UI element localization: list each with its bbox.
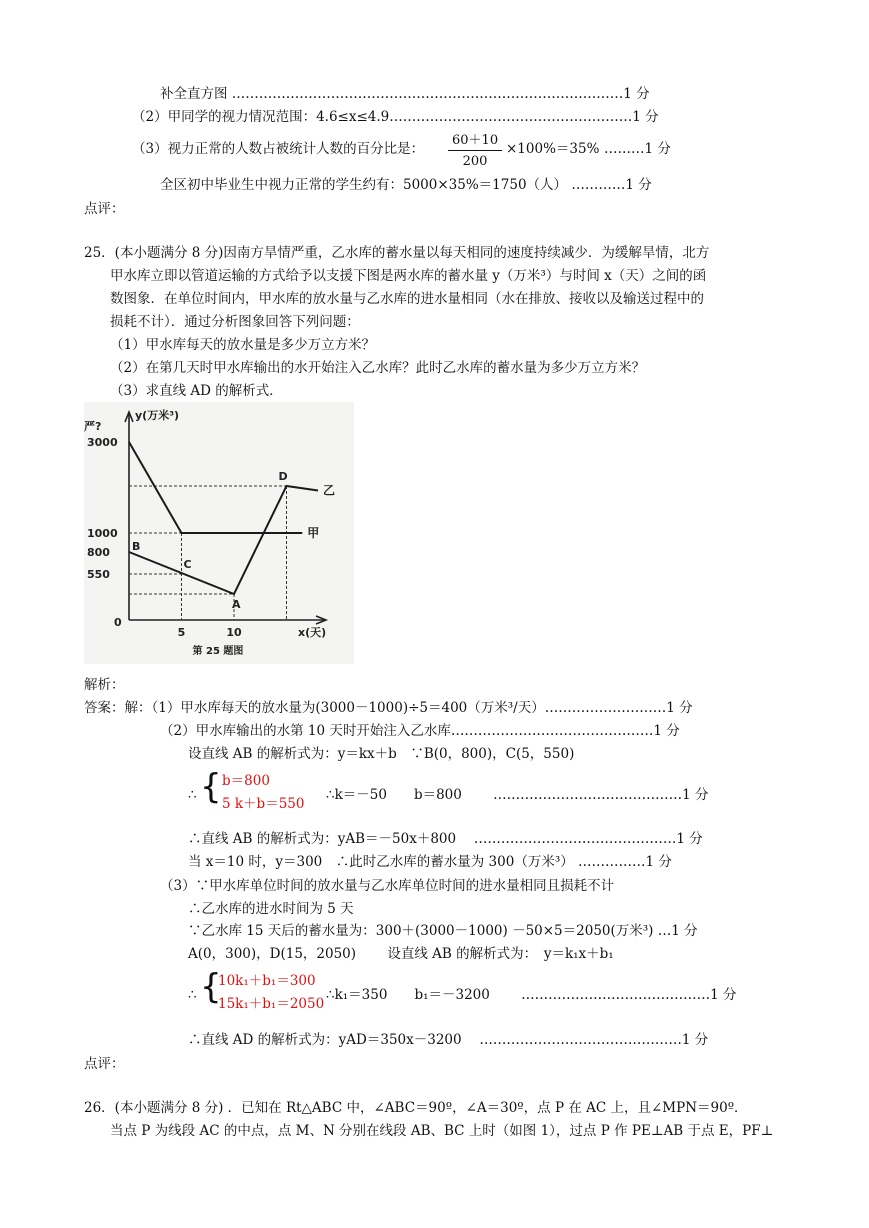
therefore-2: ∴ bbox=[188, 987, 197, 1003]
answer-2-setup: 设直线 AB 的解析式为：y＝kx＋b ∵B(0，800)，C(5，550) bbox=[188, 746, 575, 762]
analysis-label: 解析： bbox=[84, 677, 125, 693]
percent-fraction bbox=[448, 129, 502, 169]
question-3: （3）求直线 AD 的解析式． bbox=[110, 383, 283, 399]
point-label-c: C bbox=[183, 558, 192, 571]
question-1: （1）甲水库每天的放水量是多少万立方米？ bbox=[110, 337, 376, 353]
answer-3: （3）∵甲水库单位时间的放水量与乙水库单位时间的进水量相同且损耗不计 bbox=[160, 878, 615, 894]
chart-caption: 第 25 题图 bbox=[192, 646, 244, 657]
point-label-a: A bbox=[232, 598, 241, 611]
y-axis-label: y(万米³) bbox=[135, 409, 180, 422]
comment-label: 点评： bbox=[84, 201, 125, 217]
corner-text: 严? bbox=[84, 420, 102, 433]
problem-25-line-2: 甲水库立即以管道运输的方式给予以支援下图是两水库的蓄水量 y（万米³）与时间 x（天）之间的函 bbox=[110, 268, 707, 284]
comment-label-2: 点评： bbox=[84, 1056, 125, 1072]
y-tick-550: 550 bbox=[87, 568, 110, 581]
system-2-eq-1: 10k₁＋b₁＝300 bbox=[218, 973, 316, 989]
problem-25-line-3: 数图象．在单位时间内，甲水库的放水量与乙水库的进水量相同（水在排放、接收以及输送过程中的 bbox=[110, 291, 704, 307]
point-label-b: B bbox=[132, 540, 141, 553]
brace-2: { bbox=[200, 967, 222, 1007]
point-label-d: D bbox=[278, 470, 288, 483]
series-label-2: 乙 bbox=[323, 483, 336, 498]
answer-3-volume: ∵乙水库 15 天后的蓄水量为：300＋(3000－1000) －50×5＝2050(万米³) …1 分 bbox=[188, 923, 698, 939]
system-1-eq-2: 5 k＋b＝550 bbox=[222, 796, 305, 812]
score-dots: ………1 分 bbox=[604, 141, 671, 157]
x-axis-label: x(天) bbox=[298, 626, 327, 639]
ab-equation: ∴直线 AB 的解析式为：yAB＝－50x＋800 ………………………………………1 分 bbox=[188, 831, 703, 847]
water-reservoir-chart bbox=[84, 402, 354, 664]
y-tick-1000: 1000 bbox=[87, 527, 118, 540]
series-label-1: 甲 bbox=[307, 526, 320, 540]
histogram-line: 补全直方图 ……………………………………………………………………………1 分 bbox=[160, 86, 650, 102]
y-tick-0: 0 bbox=[114, 616, 122, 629]
answer-2-line: （2）甲同学的视力情况范围：4.6≤x≤4.9………………………………………………1 分 bbox=[132, 109, 659, 125]
x-tick-10: 10 bbox=[226, 626, 242, 639]
y-tick-800: 800 bbox=[87, 546, 110, 559]
ab-at-10: 当 x＝10 时，y＝300 ∴此时乙水库的蓄水量为 300（万米³） ……………1 分 bbox=[188, 854, 672, 870]
problem-26-line-2: 当点 P 为线段 AC 的中点，点 M、N 分别在线段 AB、BC 上时（如图 1），过点 P 作 PE⊥AB 于点 E，PF⊥ bbox=[110, 1123, 774, 1139]
question-2: （2）在第几天时甲水库输出的水开始注入乙水库？此时乙水库的蓄水量为多少万立方米？ bbox=[110, 360, 646, 376]
answer-3-inflow: ∴乙水库的进水时间为 5 天 bbox=[188, 901, 354, 917]
brace-1: { bbox=[200, 767, 222, 807]
problem-26-line-1: 26．(本小题满分 8 分) ．已知在 Rt△ABC 中，∠ABC＝90º，∠A＝30º，点 P 在 AC 上，且∠MPN＝90º． bbox=[84, 1100, 748, 1116]
percent-result: ×100%＝35% bbox=[506, 141, 600, 157]
student-count-line: 全区初中毕业生中视力正常的学生约有：5000×35%＝1750（人） …………1 分 bbox=[160, 177, 652, 193]
answer-3-line: （3）视力正常的人数占被统计人数的百分比是： bbox=[132, 141, 425, 157]
problem-25-line-4: 损耗不计）．通过分析图象回答下列问题： bbox=[110, 314, 360, 330]
ad-equation: ∴直线 AD 的解析式为：yAD＝350x－3200 ………………………………………1 分 bbox=[188, 1032, 709, 1048]
fraction-numerator: 60＋10 bbox=[448, 129, 502, 151]
system-2-result: ∴k₁＝350 b₁＝－3200 ……………………………………1 分 bbox=[326, 987, 737, 1003]
answer-2: （2）甲水库输出的水第 10 天时开始注入乙水库………………………………………1 分 bbox=[160, 723, 680, 739]
problem-25-line-1: 25．(本小题满分 8 分)因南方旱情严重，乙水库的蓄水量以每天相同的速度持续减少．为缓解旱情，北方 bbox=[84, 245, 710, 261]
answer-3-points: A(0，300)，D(15，2050) 设直线 AB 的解析式为： y＝k₁x＋b₁ bbox=[188, 946, 614, 962]
system-1-result: ∴k＝－50 b＝800 ……………………………………1 分 bbox=[326, 787, 709, 803]
x-tick-5: 5 bbox=[177, 626, 186, 639]
fraction-denominator: 200 bbox=[462, 154, 488, 169]
answer-1: 答案：解：（1）甲水库每天的放水量为(3000－1000)÷5＝400（万米³/天）………………………1 分 bbox=[84, 700, 693, 716]
system-2-eq-2: 15k₁＋b₁＝2050 bbox=[218, 996, 325, 1012]
y-tick-3000: 3000 bbox=[87, 436, 118, 449]
therefore-1: ∴ bbox=[188, 787, 197, 803]
system-1-eq-1: b＝800 bbox=[222, 773, 270, 789]
